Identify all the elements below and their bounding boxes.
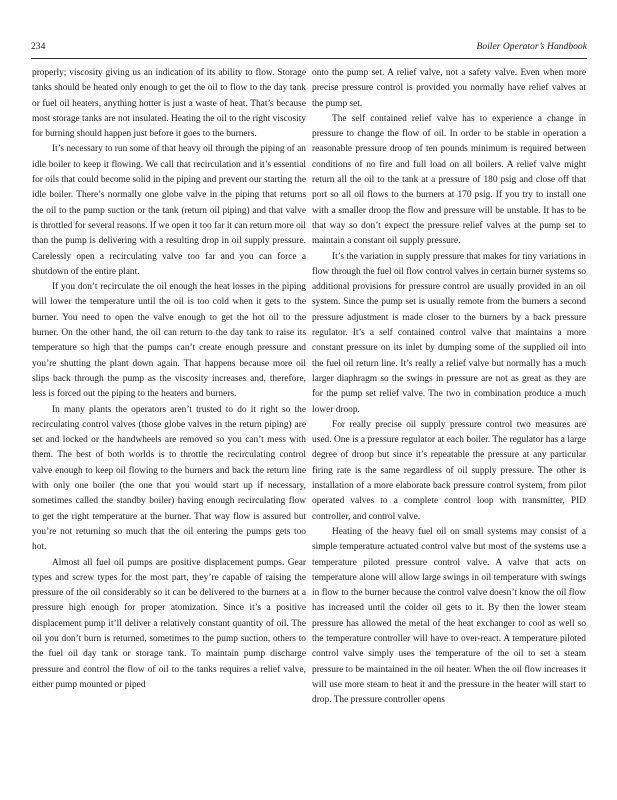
header-rule — [31, 58, 587, 59]
paragraph: If you don’t recirculate the oil enough the heat losses in the piping will lower the temperature until the oil is too cold when it gets to the burner. You need to open the valve enough to get the hot oil to the burner. On the other hand, the oil can return to the day tank to raise its temperature so high that the pumps can’t create enough pressure and you’re shutting the plant down again. That happens because more oil slips back through the pump as the viscosity increases and, therefore, less is forced out the piping to the heaters and burners. — [32, 282, 306, 400]
paragraph: The self contained relief valve has to experience a change in pressure to change the flow of oil. In order to be stable in operation a reasonable pressure droop of ten pounds minimum is required between conditions of no fire and full load on all boilers. A relief valve might return all the oil to the tank at a pressure of 180 psig and close off that port so all oil flows to the burners at 170 psig. If you try to install one with a smaller droop the flow and pressure will be unstable. It has to be that way so don’t expect the pressure relief valves at the pump set to maintain a constant oil supply pressure. — [312, 113, 586, 247]
paragraph: Almost all fuel oil pumps are positive displacement pumps. Gear types and screw types for the most part, they’re capable of raising the pressure of the oil considerably so it can be delivered to the burners at a pressure high enough for proper atomization. Since it’s a positive displacement pump it’ll deliver a relatively constant quantity of oil. The oil you don’t burn is returned, sometimes to the pump suction, others to the fuel oil day tank or storage tank. To maintain pump discharge pressure and control the flow of oil to the tanks requires a relief valve, either pump mounted or piped — [32, 557, 306, 690]
page-number: 234 — [31, 41, 46, 52]
running-title: Boiler Operator’s Handbook — [476, 41, 587, 52]
paragraph: In many plants the operators aren’t trusted to do it right so the recirculating control valves (those globe valves in the return piping) are set and locked or the handwheels are removed so you can’t mess with them. The best of both worlds is to throttle the recirculating control valve enough to keep oil flowing to the burners and back the return line with only one boiler (the one that you would start up if necessary, sometimes called the standby boiler) having enough recirculating flow to get the right temperature at the burner. That way flow is assured but you’re not returning so much that the oil entering the pumps gets too hot. — [32, 404, 306, 553]
paragraph: It’s the variation in supply pressure that makes for tiny variations in flow through the fuel oil flow control valves in certain burner systems so additional provisions for pressure control are usually provided in an oil system. Since the pump set is usually remote from the burners a second pressure adjustment is made closer to the burners by a back pressure regulator. It’s a self contained control valve that maintains a more constant pressure on its inlet by dumping some of the supplied oil into the fuel oil return line. It’s really a relief valve but normally has a much larger diaphragm so the swings in pressure are not as great as they are for the pump set relief valve. The two in combination produce a much lower droop. — [312, 251, 586, 415]
paragraph: For really precise oil supply pressure control two measures are used. One is a pressure regulator at each boiler. The regulator has a large degree of droop but since it’s repeatable the pressure at any particular firing rate is the same regardless of oil supply pressure. The other is installation of a more elaborate back pressure control system, from pilot operated valves to a complete control loop with transmitter, PID controller, and control valve. — [312, 419, 586, 522]
right-column — [312, 66, 586, 708]
left-column — [32, 66, 306, 693]
page-header — [31, 41, 587, 57]
paragraph: Heating of the heavy fuel oil on small systems may consist of a simple temperature actuated control valve but most of the systems use a temperature piloted pressure control valve. A valve that acts on temperature alone will allow large swings in oil temperature with swings in flow to the burner because the control valve doesn’t know the oil flow has increased until the colder oil gets to it. By then the lower steam pressure has allowed the metal of the heat exchanger to cool as well so the temperature controller will have to over-react. A temperature piloted control valve simply uses the temperature of the oil to set a steam pressure to be maintained in the oil heater. When the oil flow increases it will use more steam to heat it and the pressure in the heater will start to drop. The pressure controller opens — [312, 526, 586, 706]
paragraph: It’s necessary to run some of that heavy oil through the piping of an idle boiler to keep it flowing. We call that recirculation and it’s essential for oils that could become solid in the piping and prevent our starting the idle boiler. There’s normally one globe valve in the piping that returns the oil to the pump suction or the tank (return oil piping) and that valve is throttled for several reasons. If we open it too far it can return more oil than the pump is delivering with a resulting drop in oil supply pressure. Carelessly open a recirculating valve too far and you can force a shutdown of the entire plant. — [32, 144, 306, 277]
paragraph: onto the pump set. A relief valve, not a safety valve. Even when more precise pressure control is provided you normally have relief valves at the pump set. — [312, 68, 586, 109]
paragraph: properly; viscosity giving us an indication of its ability to flow. Storage tanks should be heated only enough to get the oil to flow to the day tank or fuel oil heaters, anything hotter is just a waste of heat. That’s because most storage tanks are not insulated. Heating the oil to the right viscosity for burning should happen just before it goes to the burners. — [32, 68, 306, 140]
